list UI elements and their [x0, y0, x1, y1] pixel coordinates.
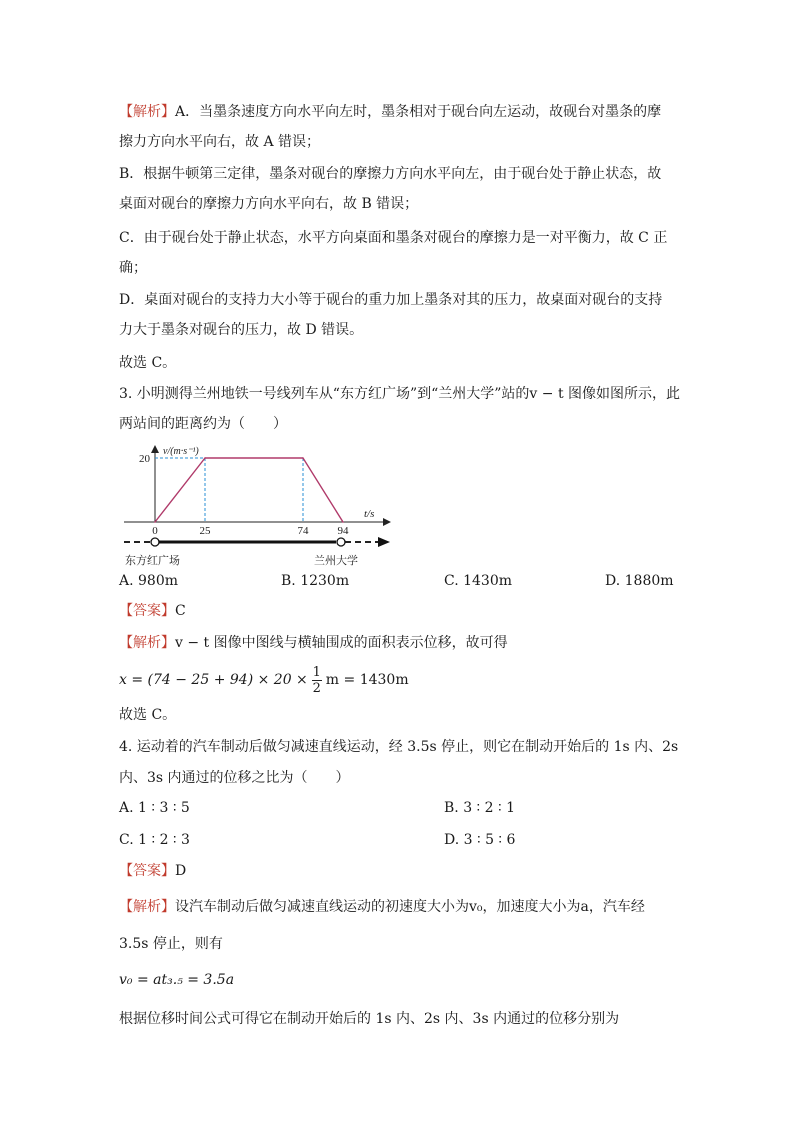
analysis-tag: 【解析】 — [119, 104, 175, 120]
analysis-tag: 【解析】 — [119, 635, 175, 651]
q3-option-c[interactable]: C. 1430m — [444, 573, 513, 589]
q3-formula-left: x = (74 − 25 + 94) × 20 × — [119, 672, 308, 688]
q2-analysis-line-b2: 桌面对砚台的摩擦力方向水平向右，故 B 错误； — [119, 196, 419, 212]
vt-chart — [118, 440, 408, 572]
station-start-label: 东方红广场 — [125, 554, 180, 567]
q4-analysis-text: 设汽车制动后做匀减速直线运动的初速度大小为v₀，加速度大小为a，汽车经 — [175, 899, 645, 915]
data-point-2 — [302, 457, 304, 459]
answer-tag: 【答案】 — [119, 603, 175, 619]
q3-stem-line2: 两站间的距离约为（ ） — [119, 416, 287, 432]
x-axis-label: t/s — [364, 508, 375, 520]
fraction-numerator: 1 — [312, 664, 321, 680]
answer-tag: 【答案】 — [119, 863, 175, 879]
q3-stem-line1: 3. 小明测得兰州地铁一号线列车从“东方红广场”到“兰州大学”站的v − t 图像如图所示，此 — [119, 386, 681, 402]
q2-analysis-line-c1: C．由于砚台处于静止状态，水平方向桌面和墨条对砚台的摩擦力是一对平衡力，故 C 正 — [119, 230, 668, 246]
series-segment-2 — [303, 458, 343, 522]
q3-formula-right: m = 1430m — [325, 672, 409, 688]
q3-analysis-text: v − t 图像中图线与横轴围成的面积表示位移，故可得 — [175, 635, 508, 651]
x-tick-label: 74 — [297, 525, 309, 537]
y-axis-label: v/(m·s⁻¹) — [163, 446, 199, 457]
q2-a-text: A．当墨条速度方向水平向左时，墨条相对于砚台向左运动，故砚台对墨条的摩 — [175, 104, 662, 120]
q4-stem-line1: 4. 运动着的汽车制动后做匀减速直线运动，经 3.5s 停止，则它在制动开始后的 1s 内、2s — [119, 739, 679, 755]
x-tick-label: 94 — [337, 525, 349, 537]
x-tick-label: 25 — [199, 525, 211, 537]
q4-formula: v₀ = at₃.₅ = 3.5a — [119, 972, 235, 988]
q4-analysis-line2: 3.5s 停止，则有 — [119, 936, 223, 952]
q4-option-a[interactable]: A. 1 ∶ 3 ∶ 5 — [119, 800, 190, 816]
q3-option-a[interactable]: A. 980m — [119, 573, 179, 589]
fraction — [312, 665, 322, 696]
track-arrow-icon — [378, 537, 390, 547]
station-end-marker — [337, 538, 345, 546]
q3-formula — [119, 660, 409, 700]
station-start-marker — [151, 538, 159, 546]
q4-answer: D — [175, 863, 187, 879]
data-point-3 — [342, 521, 344, 523]
q3-answer-line — [119, 602, 186, 620]
q2-analysis-line-a2: 擦力方向水平向右，故 A 错误； — [119, 134, 321, 150]
analysis-tag: 【解析】 — [119, 899, 175, 915]
q2-analysis-line-d2: 力大于墨条对砚台的压力，故 D 错误。 — [119, 322, 364, 338]
y-tick-label: 20 — [139, 453, 150, 465]
q4-option-c[interactable]: C. 1 ∶ 2 ∶ 3 — [119, 832, 190, 848]
q4-answer-line — [119, 862, 186, 880]
q4-option-d[interactable]: D. 3 ∶ 5 ∶ 6 — [444, 832, 516, 848]
q3-answer: C — [175, 603, 186, 619]
series-segment-0 — [155, 458, 205, 522]
q2-analysis-line-c2: 确； — [119, 260, 147, 276]
data-point-0 — [154, 521, 156, 523]
q4-stem-line2: 内、3s 内通过的位移之比为（ ） — [119, 770, 350, 786]
q4-option-b[interactable]: B. 3 ∶ 2 ∶ 1 — [444, 800, 515, 816]
x-tick-label: 0 — [152, 525, 158, 537]
q2-analysis-line-b1: B．根据牛顿第三定律，墨条对砚台的摩擦力方向水平向左，由于砚台处于静止状态，故 — [119, 166, 662, 182]
station-end-label: 兰州大学 — [314, 554, 358, 567]
q4-analysis-line3: 根据位移时间公式可得它在制动开始后的 1s 内、2s 内、3s 内通过的位移分别为 — [119, 1011, 620, 1027]
fraction-denominator: 2 — [312, 680, 321, 696]
q3-conclusion: 故选 C。 — [119, 707, 177, 723]
q3-option-d[interactable]: D. 1880m — [605, 573, 674, 589]
q2-analysis-line-d1: D．桌面对砚台的支持力大小等于砚台的重力加上墨条对其的压力，故桌面对砚台的支持 — [119, 292, 663, 308]
q3-analysis-line — [119, 634, 508, 652]
q2-conclusion: 故选 C。 — [119, 355, 177, 371]
q2-analysis-line-a1 — [119, 103, 661, 121]
q3-option-b[interactable]: B. 1230m — [281, 573, 350, 589]
data-point-1 — [204, 457, 206, 459]
q4-analysis-line1 — [119, 898, 645, 916]
